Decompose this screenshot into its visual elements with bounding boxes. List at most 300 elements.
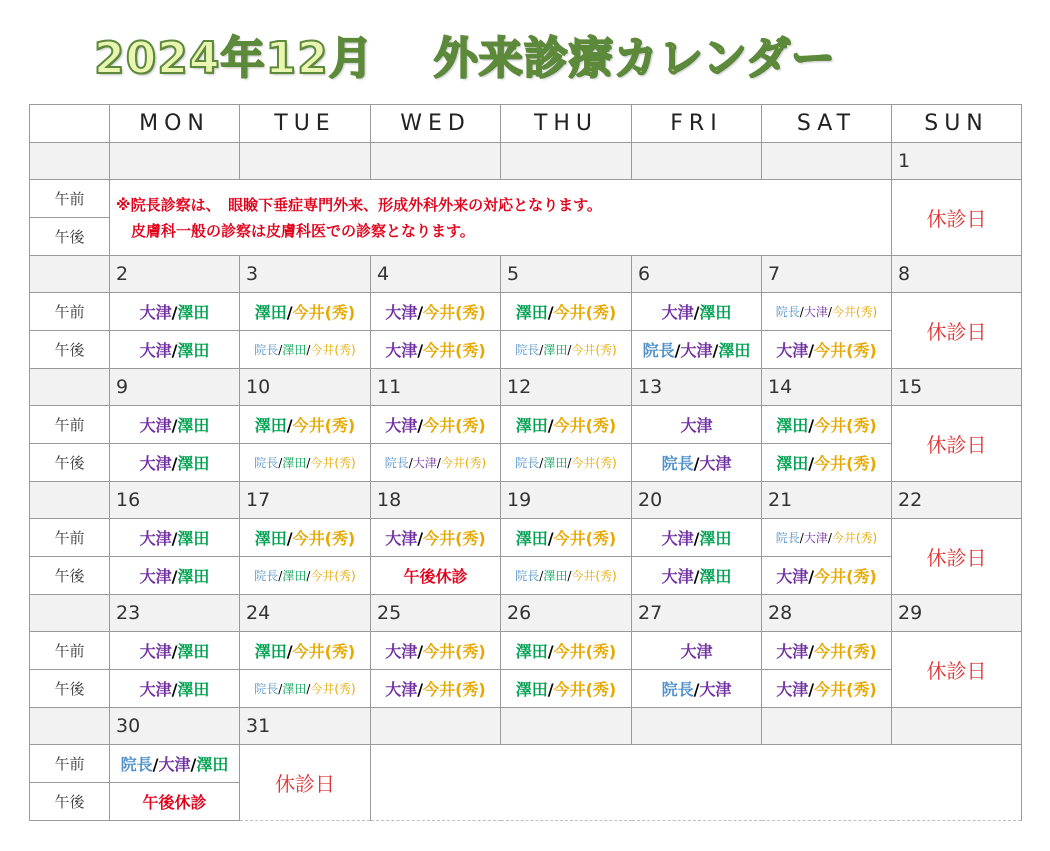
- schedule-cell: [632, 670, 762, 708]
- weekday-sat: SAT: [762, 105, 892, 143]
- pm-row: [30, 670, 1022, 708]
- separator: /: [278, 569, 283, 583]
- date-cell: 29: [892, 595, 1022, 632]
- doctor-name: 澤田: [543, 569, 568, 583]
- date-cell: 10: [240, 369, 371, 406]
- closed-cell: 休診日: [892, 632, 1022, 708]
- date-cell: [501, 708, 632, 745]
- schedule-cell: [501, 293, 632, 331]
- weekday-thu: THU: [501, 105, 632, 143]
- schedule-cell: [110, 519, 240, 557]
- separator: /: [693, 567, 700, 586]
- doctor-name: 今井(秀): [423, 416, 486, 435]
- doctor-name: 澤田: [177, 416, 210, 435]
- date-cell: 14: [762, 369, 892, 406]
- closed-cell: 休診日: [892, 406, 1022, 482]
- doctor-name: 澤田: [515, 303, 548, 322]
- schedule-cell: [632, 331, 762, 369]
- doctor-name: 院長: [120, 755, 153, 774]
- pm-label: 午後: [30, 670, 110, 708]
- separator: /: [567, 343, 572, 357]
- doctor-name: 大津: [139, 642, 172, 661]
- doctor-name: 今井(秀): [292, 529, 356, 548]
- am-label: 午前: [30, 519, 110, 557]
- date-cell: 5: [501, 256, 632, 293]
- pm-label: 午後: [30, 783, 110, 821]
- pm-label: 午後: [30, 331, 110, 369]
- doctor-name: 大津: [661, 567, 694, 586]
- doctor-name: 院長: [515, 569, 540, 583]
- separator: /: [693, 454, 700, 473]
- doctor-name: 澤田: [543, 343, 568, 357]
- title-text: 外来診療カレンダー: [433, 33, 836, 84]
- schedule-cell: [240, 331, 371, 369]
- notice-text: [110, 180, 892, 256]
- doctor-name: 今井(秀): [310, 456, 356, 470]
- separator: /: [286, 642, 293, 661]
- doctor-name: 今井(秀): [553, 529, 617, 548]
- doctor-name: 澤田: [515, 529, 548, 548]
- separator: /: [171, 529, 178, 548]
- schedule-cell: [371, 519, 501, 557]
- separator: /: [171, 567, 178, 586]
- doctor-name: 大津: [661, 529, 694, 548]
- date-row-label: [30, 482, 110, 519]
- weekday-mon: MON: [110, 105, 240, 143]
- doctor-name: 大津: [776, 341, 809, 360]
- doctor-name: 午後休診: [142, 793, 207, 812]
- date-cell: 18: [371, 482, 501, 519]
- date-row: [30, 482, 1022, 519]
- date-row: [30, 256, 1022, 293]
- separator: /: [674, 341, 681, 360]
- schedule-cell: [762, 406, 892, 444]
- am-row: [30, 519, 1022, 557]
- doctor-name: 今井(秀): [831, 305, 878, 319]
- doctor-name: 今井(秀): [423, 642, 486, 661]
- date-cell: 16: [110, 482, 240, 519]
- date-cell: 31: [240, 708, 371, 745]
- schedule-cell: [762, 670, 892, 708]
- separator: /: [171, 416, 178, 435]
- schedule-cell: [110, 670, 240, 708]
- separator: /: [306, 569, 311, 583]
- doctor-name: 澤田: [543, 456, 568, 470]
- pm-row: [30, 444, 1022, 482]
- doctor-name: 大津: [803, 531, 828, 545]
- doctor-name: 院長: [775, 305, 800, 319]
- doctor-name: 澤田: [282, 456, 307, 470]
- schedule-cell: [501, 444, 632, 482]
- separator: /: [278, 682, 283, 696]
- doctor-name: 院長: [254, 343, 279, 357]
- separator: /: [417, 416, 424, 435]
- separator: /: [417, 642, 424, 661]
- separator: /: [417, 303, 424, 322]
- doctor-name: 大津: [776, 642, 809, 661]
- am-row: [30, 745, 1022, 783]
- doctor-name: 澤田: [776, 454, 809, 473]
- date-cell: 11: [371, 369, 501, 406]
- corner-cell: [30, 105, 110, 143]
- doctor-name: 澤田: [282, 682, 307, 696]
- separator: /: [567, 569, 572, 583]
- separator: /: [827, 305, 832, 319]
- doctor-name: 今井(秀): [571, 569, 617, 583]
- schedule-cell: [110, 783, 240, 821]
- doctor-name: 大津: [385, 416, 418, 435]
- separator: /: [278, 343, 283, 357]
- schedule-cell: [762, 331, 892, 369]
- date-cell: 26: [501, 595, 632, 632]
- doctor-name: 大津: [680, 416, 713, 435]
- separator: /: [306, 682, 311, 696]
- separator: /: [799, 531, 804, 545]
- separator: /: [808, 642, 815, 661]
- separator: /: [827, 531, 832, 545]
- doctor-name: 大津: [158, 755, 191, 774]
- schedule-cell: [371, 444, 501, 482]
- doctor-name: 院長: [642, 341, 675, 360]
- separator: /: [547, 642, 554, 661]
- doctor-name: 大津: [139, 567, 172, 586]
- weekday-sun: SUN: [892, 105, 1022, 143]
- date-cell: 15: [892, 369, 1022, 406]
- separator: /: [693, 680, 700, 699]
- doctor-name: 大津: [385, 341, 418, 360]
- am-row: [30, 632, 1022, 670]
- date-cell: [762, 143, 892, 180]
- separator: /: [417, 529, 424, 548]
- schedule-cell: [632, 519, 762, 557]
- am-row: [30, 293, 1022, 331]
- schedule-cell: [371, 293, 501, 331]
- separator: /: [808, 567, 815, 586]
- schedule-cell: [501, 670, 632, 708]
- doctor-name: 今井(秀): [423, 680, 486, 699]
- doctor-name: 今井(秀): [553, 416, 617, 435]
- empty-cell: [371, 745, 1022, 821]
- separator: /: [171, 341, 178, 360]
- doctor-name: 大津: [776, 567, 809, 586]
- doctor-name: 大津: [661, 303, 694, 322]
- date-row: [30, 369, 1022, 406]
- pm-row: [30, 557, 1022, 595]
- schedule-cell: [762, 557, 892, 595]
- separator: /: [808, 341, 815, 360]
- date-cell: 9: [110, 369, 240, 406]
- date-cell: [762, 708, 892, 745]
- doctor-name: 澤田: [196, 755, 229, 774]
- separator: /: [171, 454, 178, 473]
- separator: /: [693, 303, 700, 322]
- doctor-name: 澤田: [254, 303, 287, 322]
- doctor-name: 今井(秀): [553, 303, 617, 322]
- separator: /: [306, 456, 311, 470]
- date-cell: 19: [501, 482, 632, 519]
- separator: /: [712, 341, 719, 360]
- date-cell: 3: [240, 256, 371, 293]
- doctor-name: 院長: [254, 456, 279, 470]
- doctor-name: 院長: [661, 680, 694, 699]
- doctor-name: 澤田: [177, 680, 210, 699]
- separator: /: [539, 569, 544, 583]
- separator: /: [799, 305, 804, 319]
- doctor-name: 今井(秀): [814, 416, 877, 435]
- date-cell: 22: [892, 482, 1022, 519]
- schedule-cell: [501, 519, 632, 557]
- doctor-name: 澤田: [282, 343, 307, 357]
- weekday-header-row: [30, 105, 1022, 143]
- weekday-wed: WED: [371, 105, 501, 143]
- separator: /: [286, 529, 293, 548]
- date-row: [30, 708, 1022, 745]
- schedule-cell: [632, 557, 762, 595]
- schedule-cell: [240, 670, 371, 708]
- doctor-name: 大津: [139, 454, 172, 473]
- schedule-cell: [632, 293, 762, 331]
- doctor-name: 院長: [515, 456, 540, 470]
- date-cell: [371, 143, 501, 180]
- doctor-name: 今井(秀): [423, 529, 486, 548]
- doctor-name: 澤田: [515, 416, 548, 435]
- doctor-name: 今井(秀): [831, 531, 878, 545]
- schedule-cell: [762, 632, 892, 670]
- doctor-name: 大津: [680, 341, 713, 360]
- separator: /: [567, 456, 572, 470]
- doctor-name: 今井(秀): [814, 454, 877, 473]
- date-cell: 1: [892, 143, 1022, 180]
- separator: /: [539, 343, 544, 357]
- date-cell: 8: [892, 256, 1022, 293]
- doctor-name: 今井(秀): [814, 341, 877, 360]
- doctor-name: 今井(秀): [814, 642, 877, 661]
- schedule-cell: [110, 632, 240, 670]
- schedule-cell: [240, 406, 371, 444]
- doctor-name: 院長: [775, 531, 800, 545]
- doctor-name: 澤田: [699, 529, 732, 548]
- date-cell: 28: [762, 595, 892, 632]
- separator: /: [171, 303, 178, 322]
- am-label: 午前: [30, 180, 110, 218]
- schedule-cell: [632, 444, 762, 482]
- separator: /: [693, 529, 700, 548]
- date-cell: [632, 143, 762, 180]
- doctor-name: 澤田: [177, 303, 210, 322]
- doctor-name: 今井(秀): [814, 680, 877, 699]
- doctor-name: 澤田: [718, 341, 751, 360]
- separator: /: [190, 755, 197, 774]
- date-cell: 2: [110, 256, 240, 293]
- doctor-name: 院長: [254, 682, 279, 696]
- date-cell: 4: [371, 256, 501, 293]
- doctor-name: 大津: [680, 642, 713, 661]
- am-row: [30, 180, 1022, 218]
- schedule-cell: [371, 632, 501, 670]
- doctor-name: 澤田: [515, 642, 548, 661]
- doctor-name: 大津: [139, 529, 172, 548]
- doctor-name: 今井(秀): [814, 567, 877, 586]
- doctor-name: 今井(秀): [310, 343, 356, 357]
- schedule-cell: [371, 670, 501, 708]
- schedule-cell: [371, 406, 501, 444]
- weekday-fri: FRI: [632, 105, 762, 143]
- doctor-name: 大津: [776, 680, 809, 699]
- separator: /: [286, 416, 293, 435]
- doctor-name: 澤田: [282, 569, 307, 583]
- schedule-cell: [110, 331, 240, 369]
- date-cell: 21: [762, 482, 892, 519]
- doctor-name: 大津: [699, 680, 732, 699]
- am-label: 午前: [30, 632, 110, 670]
- notice-line-2: 皮膚科一般の診察は皮膚科医での診察となります。: [116, 221, 475, 240]
- doctor-name: 今井(秀): [423, 303, 486, 322]
- closed-cell: 休診日: [892, 293, 1022, 369]
- schedule-cell: [240, 632, 371, 670]
- date-cell: [110, 143, 240, 180]
- schedule-cell: [110, 557, 240, 595]
- separator: /: [436, 456, 441, 470]
- closed-cell: 休診日: [892, 180, 1022, 256]
- date-cell: 17: [240, 482, 371, 519]
- separator: /: [408, 456, 413, 470]
- doctor-name: 澤田: [776, 416, 809, 435]
- separator: /: [286, 303, 293, 322]
- date-cell: 7: [762, 256, 892, 293]
- doctor-name: 今井(秀): [571, 456, 617, 470]
- doctor-name: 澤田: [699, 567, 732, 586]
- doctor-name: 大津: [385, 642, 418, 661]
- doctor-name: 大津: [139, 416, 172, 435]
- date-cell: 12: [501, 369, 632, 406]
- doctor-name: 澤田: [699, 303, 732, 322]
- doctor-name: 今井(秀): [310, 682, 356, 696]
- doctor-name: 澤田: [254, 642, 287, 661]
- doctor-name: 今井(秀): [310, 569, 356, 583]
- schedule-cell: [110, 293, 240, 331]
- schedule-cell: [240, 444, 371, 482]
- doctor-name: 澤田: [254, 529, 287, 548]
- schedule-cell: [110, 745, 240, 783]
- date-row-label: [30, 369, 110, 406]
- date-cell: [371, 708, 501, 745]
- doctor-name: 院長: [515, 343, 540, 357]
- doctor-name: 今井(秀): [292, 303, 356, 322]
- schedule-cell: [371, 557, 501, 595]
- separator: /: [547, 416, 554, 435]
- date-cell: [892, 708, 1022, 745]
- separator: /: [808, 454, 815, 473]
- notice-line-1: ※院長診察は、 眼瞼下垂症専門外来、形成外科外来の対応となります。: [116, 195, 602, 214]
- date-cell: [240, 143, 371, 180]
- separator: /: [539, 456, 544, 470]
- pm-row: [30, 331, 1022, 369]
- doctor-name: 大津: [699, 454, 732, 473]
- schedule-cell: [501, 632, 632, 670]
- date-cell: 30: [110, 708, 240, 745]
- am-label: 午前: [30, 745, 110, 783]
- schedule-cell: [110, 444, 240, 482]
- date-cell: 13: [632, 369, 762, 406]
- closed-cell: 休診日: [892, 519, 1022, 595]
- date-cell: 23: [110, 595, 240, 632]
- doctor-name: 今井(秀): [440, 456, 487, 470]
- schedule-cell: [501, 557, 632, 595]
- pm-label: 午後: [30, 444, 110, 482]
- doctor-name: 澤田: [177, 341, 210, 360]
- am-row: [30, 406, 1022, 444]
- doctor-name: 大津: [139, 303, 172, 322]
- doctor-name: 大津: [385, 303, 418, 322]
- doctor-name: 今井(秀): [571, 343, 617, 357]
- date-cell: [501, 143, 632, 180]
- closed-cell: 休診日: [240, 745, 371, 821]
- date-row: [30, 595, 1022, 632]
- title-month: 2024年12月: [94, 33, 374, 84]
- schedule-cell: [240, 519, 371, 557]
- doctor-name: 院長: [384, 456, 409, 470]
- weekday-tue: TUE: [240, 105, 371, 143]
- doctor-name: 大津: [385, 680, 418, 699]
- date-cell: 6: [632, 256, 762, 293]
- date-row: [30, 143, 1022, 180]
- separator: /: [152, 755, 159, 774]
- separator: /: [278, 456, 283, 470]
- doctor-name: 今井(秀): [553, 680, 617, 699]
- separator: /: [547, 529, 554, 548]
- schedule-cell: [110, 406, 240, 444]
- date-row-label: [30, 708, 110, 745]
- am-label: 午前: [30, 406, 110, 444]
- schedule-cell: [501, 331, 632, 369]
- schedule-cell: [240, 557, 371, 595]
- doctor-name: 院長: [661, 454, 694, 473]
- schedule-cell: [240, 293, 371, 331]
- doctor-name: 澤田: [177, 567, 210, 586]
- doctor-name: 午後休診: [403, 567, 468, 586]
- separator: /: [547, 680, 554, 699]
- date-cell: [632, 708, 762, 745]
- schedule-cell: [762, 519, 892, 557]
- separator: /: [417, 680, 424, 699]
- separator: /: [808, 416, 815, 435]
- pm-label: 午後: [30, 218, 110, 256]
- date-cell: 24: [240, 595, 371, 632]
- doctor-name: 大津: [412, 456, 437, 470]
- doctor-name: 澤田: [177, 529, 210, 548]
- date-cell: 27: [632, 595, 762, 632]
- separator: /: [417, 341, 424, 360]
- am-label: 午前: [30, 293, 110, 331]
- doctor-name: 大津: [139, 680, 172, 699]
- doctor-name: 院長: [254, 569, 279, 583]
- doctor-name: 今井(秀): [553, 642, 617, 661]
- date-row-label: [30, 595, 110, 632]
- schedule-cell: [762, 293, 892, 331]
- separator: /: [547, 303, 554, 322]
- date-row-label: [30, 143, 110, 180]
- doctor-name: 今井(秀): [292, 642, 356, 661]
- separator: /: [171, 680, 178, 699]
- doctor-name: 大津: [139, 341, 172, 360]
- schedule-cell: [371, 331, 501, 369]
- schedule-cell: [501, 406, 632, 444]
- date-row-label: [30, 256, 110, 293]
- page-title: [94, 22, 836, 82]
- date-cell: 20: [632, 482, 762, 519]
- date-cell: 25: [371, 595, 501, 632]
- doctor-name: 大津: [803, 305, 828, 319]
